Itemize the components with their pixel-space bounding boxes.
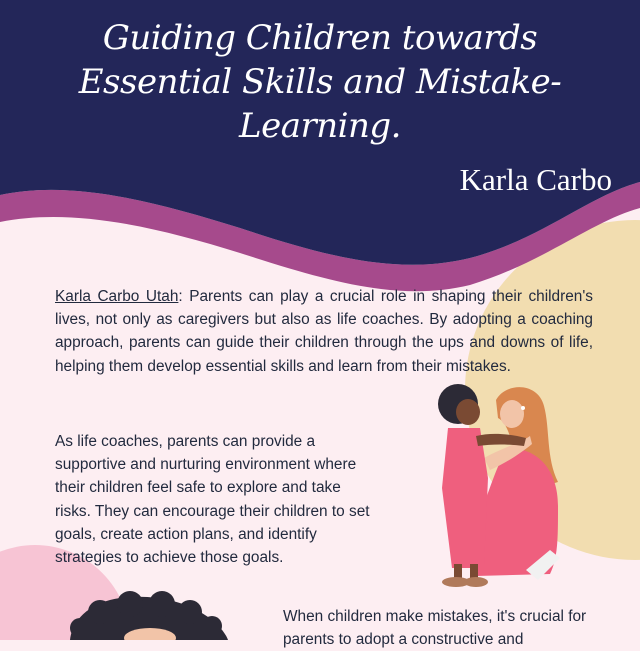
curl-1 (70, 618, 90, 638)
mother-child-illustration (418, 378, 603, 588)
child-shoe-right (464, 577, 488, 587)
intro-paragraph-text: : Parents can play a crucial role in shaping their children's lives, not only as caregivers but also as life coaches. By adopting a coaching approach, parents can guide their children through the ups and downs of life, helping them develop essential skills and learn from their mistakes. (55, 288, 593, 375)
mother-face (500, 400, 524, 428)
coaching-paragraph: As life coaches, parents can provide a supportive and nurturing environment where their children feel safe to explore and take risks. They can encourage their children to set goals, create action plans, and identify strategies to achieve those goals. (55, 433, 370, 567)
curl-4 (149, 591, 175, 617)
curl-6 (202, 616, 222, 636)
page-title: Guiding Children towards Essential Skills and Mistake-Learning. (78, 18, 562, 146)
mistakes-paragraph: When children make mistakes, it's crucial for parents to adopt a constructive and (283, 608, 587, 649)
intro-paragraph (55, 285, 593, 378)
curl-5 (178, 600, 202, 624)
author-name: Karla Carbo (459, 162, 612, 197)
child-face (456, 399, 480, 425)
curl-2 (88, 600, 112, 624)
child-dress (442, 428, 488, 568)
curl-3 (117, 591, 143, 617)
bottom-figure-illustration (60, 590, 240, 640)
mother-earring (521, 406, 525, 410)
author-link[interactable]: Karla Carbo Utah (55, 288, 179, 305)
